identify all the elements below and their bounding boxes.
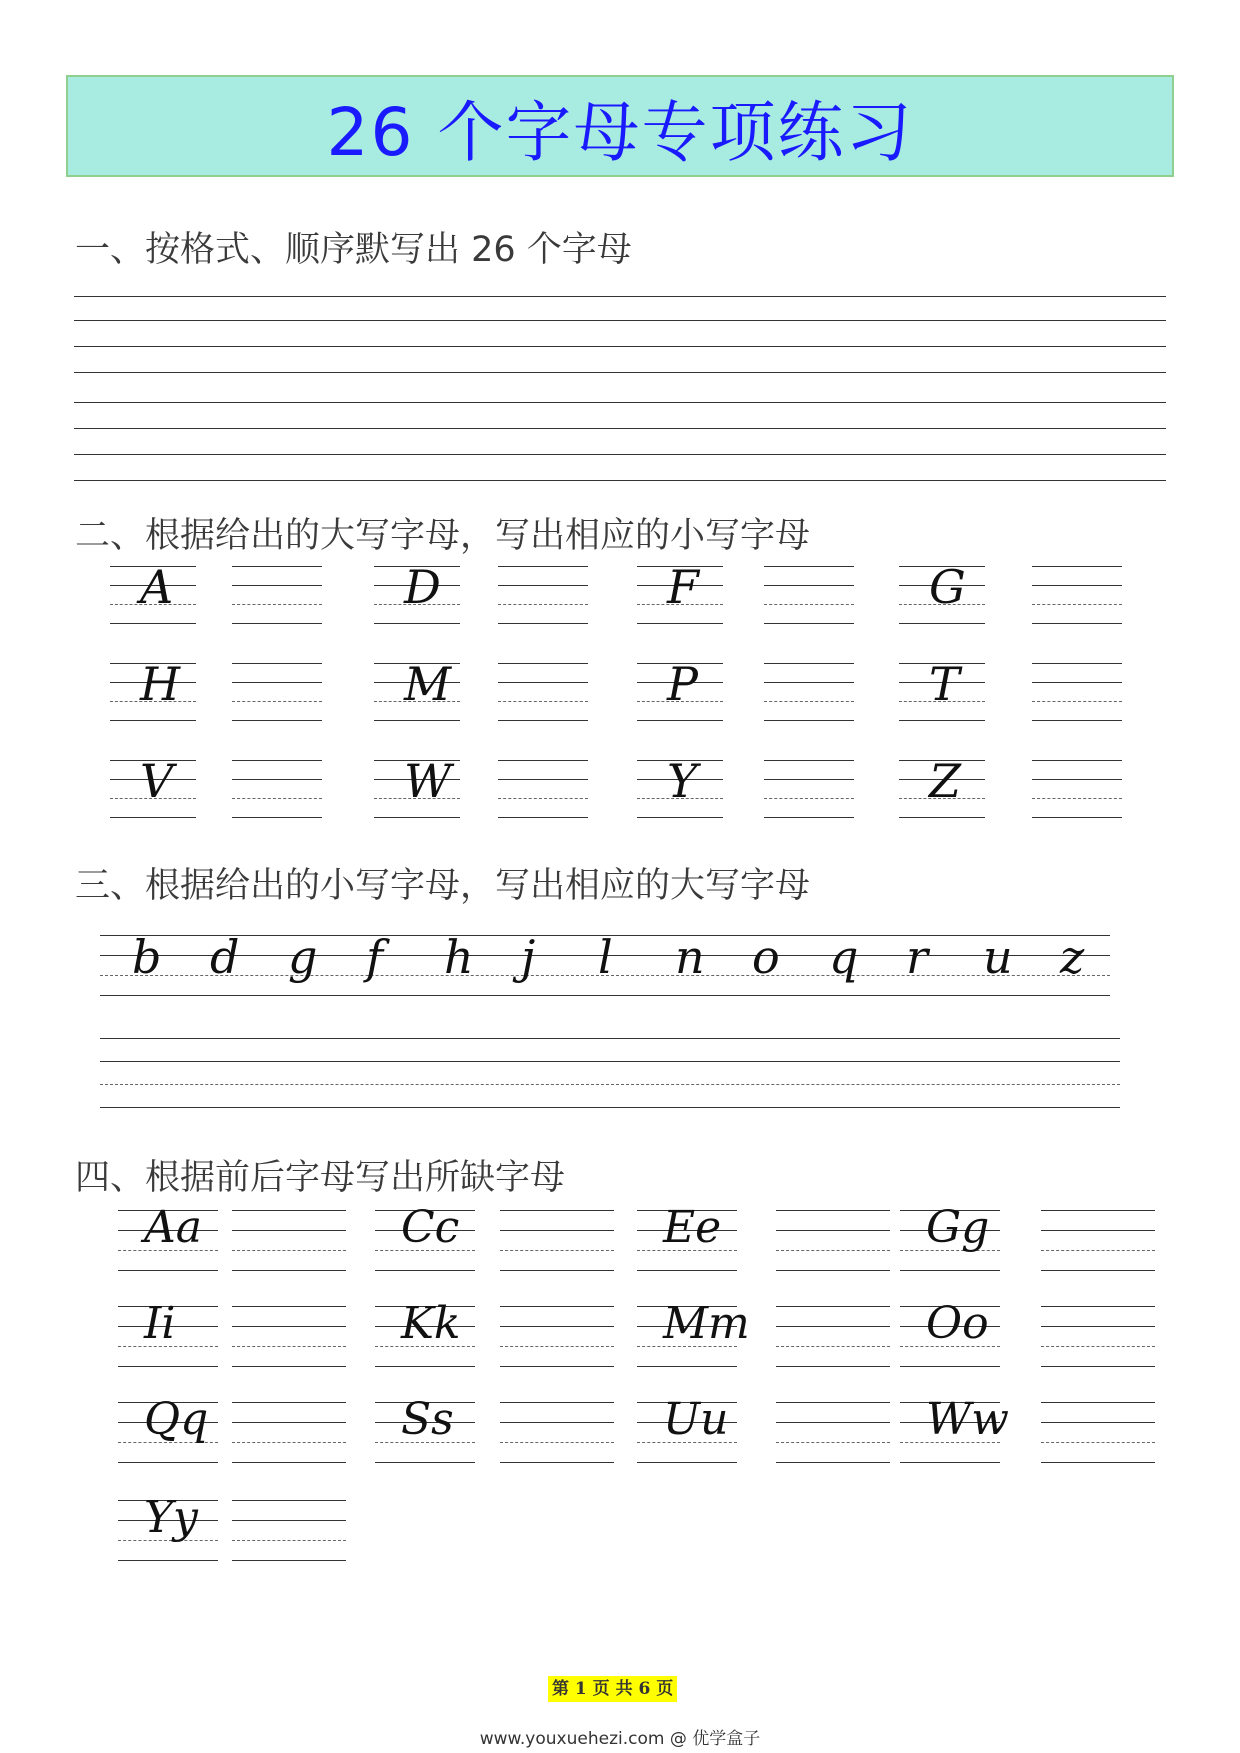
answer-missing-2-line-3 bbox=[500, 1250, 614, 1251]
given-pair-Oo-text: Oo bbox=[926, 1298, 989, 1349]
answer-box-lower-9-line-3 bbox=[232, 798, 322, 799]
answer-box-lower-12-line-3 bbox=[1032, 798, 1122, 799]
writing-line-7 bbox=[74, 454, 1166, 455]
answer-missing-13-line-2 bbox=[232, 1520, 346, 1521]
given-pair-Ss-text: Ss bbox=[401, 1394, 454, 1445]
section-two-heading: 二、根据给出的大写字母，写出相应的小写字母 bbox=[75, 516, 811, 556]
given-lowercase-h: h bbox=[444, 930, 474, 984]
given-upper-V-line-4 bbox=[110, 817, 196, 818]
answer-missing-9-line-1 bbox=[232, 1402, 346, 1403]
answer-box-lower-7-line-1 bbox=[764, 663, 854, 664]
answer-box-lower-6-line-2 bbox=[498, 682, 588, 683]
answer-box-lower-11-line-2 bbox=[764, 779, 854, 780]
given-pair-Kk-line-4 bbox=[375, 1366, 475, 1367]
answer-missing-5-line-1 bbox=[232, 1306, 346, 1307]
given-uppercase-Z: Z bbox=[929, 754, 961, 808]
answer-box-lower-12-line-1 bbox=[1032, 760, 1122, 761]
given-pair-Qq-line-4 bbox=[118, 1462, 218, 1463]
answer-box-lower-8-line-4 bbox=[1032, 720, 1122, 721]
section-three-heading: 三、根据给出的小写字母，写出相应的大写字母 bbox=[75, 866, 811, 906]
given-lowercase-n: n bbox=[675, 930, 705, 984]
answer-uppercase-row-line-2 bbox=[100, 1061, 1120, 1062]
given-lowercase-z: z bbox=[1060, 930, 1085, 984]
answer-box-lower-1-line-2 bbox=[232, 585, 322, 586]
answer-box-lower-5-line-1 bbox=[232, 663, 322, 664]
given-pair-Aa-text: Aa bbox=[144, 1202, 203, 1253]
answer-missing-7-line-3 bbox=[776, 1346, 890, 1347]
answer-missing-4-line-1 bbox=[1041, 1210, 1155, 1211]
page-title: 26 个字母专项练习 bbox=[326, 93, 914, 171]
given-pair-Cc-line-4 bbox=[375, 1270, 475, 1271]
answer-missing-5-line-3 bbox=[232, 1346, 346, 1347]
answer-missing-12-line-4 bbox=[1041, 1462, 1155, 1463]
answer-missing-2-line-1 bbox=[500, 1210, 614, 1211]
given-lowercase-q: q bbox=[829, 930, 859, 984]
answer-box-lower-5-line-2 bbox=[232, 682, 322, 683]
answer-box-lower-2-line-3 bbox=[498, 604, 588, 605]
given-lowercase-l: l bbox=[598, 930, 613, 984]
given-uppercase-M: M bbox=[404, 657, 452, 711]
answer-missing-1-line-1 bbox=[232, 1210, 346, 1211]
answer-box-lower-5-line-3 bbox=[232, 701, 322, 702]
answer-missing-11-line-1 bbox=[776, 1402, 890, 1403]
given-lowercase-b: b bbox=[132, 930, 162, 984]
answer-box-lower-8-line-1 bbox=[1032, 663, 1122, 664]
given-uppercase-A: A bbox=[140, 560, 174, 614]
answer-missing-4-line-3 bbox=[1041, 1250, 1155, 1251]
answer-box-lower-6-line-3 bbox=[498, 701, 588, 702]
given-uppercase-T: T bbox=[929, 657, 960, 711]
answer-box-lower-7-line-3 bbox=[764, 701, 854, 702]
given-pair-Oo-line-4 bbox=[900, 1366, 1000, 1367]
answer-missing-10-line-3 bbox=[500, 1442, 614, 1443]
answer-missing-3-line-4 bbox=[776, 1270, 890, 1271]
given-pair-Mm-line-4 bbox=[637, 1366, 737, 1367]
given-pair-Ww-text: Ww bbox=[926, 1394, 1009, 1445]
given-pair-Uu-line-4 bbox=[637, 1462, 737, 1463]
given-pair-Ee-text: Ee bbox=[663, 1202, 722, 1253]
given-pair-Gg-line-4 bbox=[900, 1270, 1000, 1271]
writing-line-4 bbox=[74, 372, 1166, 373]
given-pair-Ee-line-4 bbox=[637, 1270, 737, 1271]
writing-line-2 bbox=[74, 320, 1166, 321]
site-credit: www.youxuehezi.com @ 优学盒子 bbox=[479, 1729, 761, 1749]
title-banner bbox=[66, 75, 1174, 177]
answer-box-lower-7-line-4 bbox=[764, 720, 854, 721]
given-upper-Y-line-4 bbox=[637, 817, 723, 818]
given-pair-Ww-line-4 bbox=[900, 1462, 1000, 1463]
answer-box-lower-2-line-2 bbox=[498, 585, 588, 586]
answer-missing-13-line-3 bbox=[232, 1540, 346, 1541]
given-uppercase-G: G bbox=[929, 560, 966, 614]
answer-box-lower-10-line-2 bbox=[498, 779, 588, 780]
answer-missing-12-line-2 bbox=[1041, 1422, 1155, 1423]
given-uppercase-D: D bbox=[404, 560, 441, 614]
given-uppercase-F: F bbox=[667, 560, 699, 614]
writing-line-8 bbox=[74, 480, 1166, 481]
given-upper-W-line-4 bbox=[374, 817, 460, 818]
answer-box-lower-8-line-3 bbox=[1032, 701, 1122, 702]
given-pair-Mm-text: Mm bbox=[663, 1298, 750, 1349]
answer-missing-7-line-1 bbox=[776, 1306, 890, 1307]
given-pair-Ii-text: Ii bbox=[144, 1298, 176, 1349]
answer-missing-6-line-3 bbox=[500, 1346, 614, 1347]
answer-box-lower-6-line-1 bbox=[498, 663, 588, 664]
answer-missing-7-line-4 bbox=[776, 1366, 890, 1367]
answer-uppercase-row-line-1 bbox=[100, 1038, 1120, 1039]
writing-line-6 bbox=[74, 428, 1166, 429]
answer-missing-8-line-3 bbox=[1041, 1346, 1155, 1347]
writing-line-5 bbox=[74, 402, 1166, 403]
answer-box-lower-8-line-2 bbox=[1032, 682, 1122, 683]
given-pair-Ss-line-4 bbox=[375, 1462, 475, 1463]
given-upper-T-line-4 bbox=[899, 720, 985, 721]
answer-missing-12-line-3 bbox=[1041, 1442, 1155, 1443]
answer-missing-4-line-2 bbox=[1041, 1230, 1155, 1231]
answer-box-lower-2-line-4 bbox=[498, 623, 588, 624]
answer-missing-1-line-3 bbox=[232, 1250, 346, 1251]
given-uppercase-H: H bbox=[140, 657, 181, 711]
given-pair-Aa-line-4 bbox=[118, 1270, 218, 1271]
answer-uppercase-row-line-3 bbox=[100, 1084, 1120, 1085]
answer-missing-1-line-2 bbox=[232, 1230, 346, 1231]
answer-box-lower-1-line-3 bbox=[232, 604, 322, 605]
answer-uppercase-row-line-4 bbox=[100, 1107, 1120, 1108]
given-lowercase-g: g bbox=[288, 930, 318, 984]
answer-missing-3-line-3 bbox=[776, 1250, 890, 1251]
writing-line-1 bbox=[74, 296, 1166, 297]
section-one-heading: 一、按格式、顺序默写出 26 个字母 bbox=[75, 230, 632, 270]
answer-box-lower-3-line-3 bbox=[764, 604, 854, 605]
answer-missing-3-line-2 bbox=[776, 1230, 890, 1231]
answer-box-lower-4-line-3 bbox=[1032, 604, 1122, 605]
answer-missing-5-line-4 bbox=[232, 1366, 346, 1367]
answer-missing-8-line-4 bbox=[1041, 1366, 1155, 1367]
answer-missing-12-line-1 bbox=[1041, 1402, 1155, 1403]
given-lowercase-j: j bbox=[521, 930, 536, 984]
answer-missing-9-line-3 bbox=[232, 1442, 346, 1443]
given-lowercase-row-line-4 bbox=[100, 995, 1110, 996]
given-pair-Cc-text: Cc bbox=[401, 1202, 460, 1253]
answer-missing-8-line-2 bbox=[1041, 1326, 1155, 1327]
answer-missing-1-line-4 bbox=[232, 1270, 346, 1271]
answer-box-lower-11-line-3 bbox=[764, 798, 854, 799]
page-number: 第 1 页 共 6 页 bbox=[548, 1676, 677, 1702]
given-pair-Uu-text: Uu bbox=[663, 1394, 729, 1445]
answer-missing-3-line-1 bbox=[776, 1210, 890, 1211]
given-lowercase-d: d bbox=[210, 930, 240, 984]
answer-box-lower-9-line-4 bbox=[232, 817, 322, 818]
answer-box-lower-7-line-2 bbox=[764, 682, 854, 683]
answer-box-lower-3-line-4 bbox=[764, 623, 854, 624]
answer-missing-6-line-4 bbox=[500, 1366, 614, 1367]
answer-missing-10-line-1 bbox=[500, 1402, 614, 1403]
answer-missing-7-line-2 bbox=[776, 1326, 890, 1327]
given-pair-Yy-text: Yy bbox=[144, 1492, 198, 1543]
given-upper-A-line-4 bbox=[110, 623, 196, 624]
answer-box-lower-4-line-2 bbox=[1032, 585, 1122, 586]
answer-box-lower-11-line-4 bbox=[764, 817, 854, 818]
given-uppercase-P: P bbox=[667, 657, 698, 711]
writing-line-3 bbox=[74, 346, 1166, 347]
given-lowercase-o: o bbox=[752, 930, 780, 984]
given-pair-Ii-line-4 bbox=[118, 1366, 218, 1367]
answer-box-lower-2-line-1 bbox=[498, 566, 588, 567]
answer-missing-6-line-1 bbox=[500, 1306, 614, 1307]
answer-missing-13-line-4 bbox=[232, 1560, 346, 1561]
answer-missing-4-line-4 bbox=[1041, 1270, 1155, 1271]
given-pair-Gg-text: Gg bbox=[926, 1202, 990, 1253]
answer-box-lower-10-line-3 bbox=[498, 798, 588, 799]
given-upper-P-line-4 bbox=[637, 720, 723, 721]
answer-box-lower-3-line-2 bbox=[764, 585, 854, 586]
answer-missing-11-line-4 bbox=[776, 1462, 890, 1463]
answer-missing-8-line-1 bbox=[1041, 1306, 1155, 1307]
answer-box-lower-3-line-1 bbox=[764, 566, 854, 567]
answer-box-lower-11-line-1 bbox=[764, 760, 854, 761]
given-upper-F-line-4 bbox=[637, 623, 723, 624]
answer-missing-10-line-2 bbox=[500, 1422, 614, 1423]
given-upper-G-line-4 bbox=[899, 623, 985, 624]
given-lowercase-u: u bbox=[983, 930, 1013, 984]
answer-missing-13-line-1 bbox=[232, 1500, 346, 1501]
answer-box-lower-12-line-2 bbox=[1032, 779, 1122, 780]
answer-box-lower-4-line-4 bbox=[1032, 623, 1122, 624]
given-pair-Yy-line-4 bbox=[118, 1560, 218, 1561]
given-upper-D-line-4 bbox=[374, 623, 460, 624]
answer-box-lower-12-line-4 bbox=[1032, 817, 1122, 818]
given-upper-H-line-4 bbox=[110, 720, 196, 721]
answer-missing-11-line-3 bbox=[776, 1442, 890, 1443]
given-uppercase-W: W bbox=[404, 754, 452, 808]
answer-missing-10-line-4 bbox=[500, 1462, 614, 1463]
answer-box-lower-1-line-1 bbox=[232, 566, 322, 567]
answer-box-lower-10-line-1 bbox=[498, 760, 588, 761]
answer-box-lower-4-line-1 bbox=[1032, 566, 1122, 567]
answer-box-lower-6-line-4 bbox=[498, 720, 588, 721]
answer-missing-9-line-2 bbox=[232, 1422, 346, 1423]
answer-missing-2-line-2 bbox=[500, 1230, 614, 1231]
given-uppercase-V: V bbox=[140, 754, 174, 808]
answer-box-lower-9-line-2 bbox=[232, 779, 322, 780]
answer-box-lower-9-line-1 bbox=[232, 760, 322, 761]
given-pair-Kk-text: Kk bbox=[401, 1298, 461, 1349]
given-pair-Qq-text: Qq bbox=[144, 1394, 209, 1445]
section-four-heading: 四、根据前后字母写出所缺字母 bbox=[75, 1158, 566, 1198]
given-uppercase-Y: Y bbox=[667, 754, 698, 808]
given-upper-M-line-4 bbox=[374, 720, 460, 721]
given-lowercase-r: r bbox=[906, 930, 928, 984]
answer-missing-6-line-2 bbox=[500, 1326, 614, 1327]
answer-missing-11-line-2 bbox=[776, 1422, 890, 1423]
answer-missing-9-line-4 bbox=[232, 1462, 346, 1463]
given-lowercase-f: f bbox=[366, 930, 384, 984]
answer-missing-5-line-2 bbox=[232, 1326, 346, 1327]
answer-missing-2-line-4 bbox=[500, 1270, 614, 1271]
answer-box-lower-10-line-4 bbox=[498, 817, 588, 818]
given-upper-Z-line-4 bbox=[899, 817, 985, 818]
answer-box-lower-1-line-4 bbox=[232, 623, 322, 624]
answer-box-lower-5-line-4 bbox=[232, 720, 322, 721]
